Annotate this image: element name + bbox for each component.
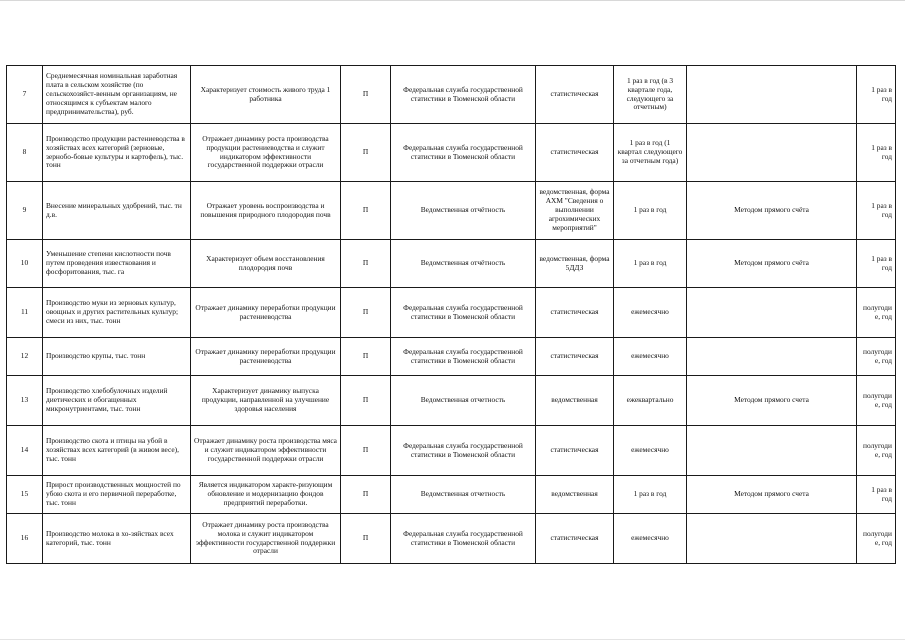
calculation-method — [687, 426, 857, 476]
indicator-code: П — [341, 426, 391, 476]
indicator-name: Внесение минеральных удобрений, тыс. тн д.в. — [43, 182, 191, 240]
indicator-name: Среднемесячная номинальная заработная плата в сельском хозяйстве (по сельскохозяйст-венным организациям, не относящимся к субъектам малого предпринимательства), руб. — [43, 66, 191, 124]
indicator-code: П — [341, 514, 391, 564]
data-type: статистическая — [536, 66, 614, 124]
reporting-period: полугодие, год — [857, 376, 896, 426]
indicator-name: Производство хлебобулочных изделий диетических и обогащенных микронутриентами, тыс. тонн — [43, 376, 191, 426]
reporting-period: полугодие, год — [857, 288, 896, 338]
reporting-period: 1 раз в год — [857, 182, 896, 240]
data-type: ведомственная — [536, 376, 614, 426]
data-source: Ведомственная отчётность — [391, 240, 536, 288]
reporting-period: 1 раз в год — [857, 66, 896, 124]
indicator-code: П — [341, 240, 391, 288]
data-frequency: ежеквартально — [614, 376, 687, 426]
indicator-description: Характеризует динамику выпуска продукции, направленной на улучшение здоровья населения — [191, 376, 341, 426]
data-frequency: 1 раз в год — [614, 476, 687, 514]
calculation-method: Методом прямого счета — [687, 476, 857, 514]
data-type: статистическая — [536, 124, 614, 182]
calculation-method: Методом прямого счёта — [687, 182, 857, 240]
reporting-period: полугодие, год — [857, 338, 896, 376]
indicator-name: Производство молока в хо-зяйствах всех категорий, тыс. тонн — [43, 514, 191, 564]
data-type: ведомственная, форма 5ДДЗ — [536, 240, 614, 288]
table-row — [7, 288, 896, 338]
indicator-description: Отражает динамику переработки продукции растениеводства — [191, 338, 341, 376]
indicator-name: Производство крупы, тыс. тонн — [43, 338, 191, 376]
data-type: статистическая — [536, 426, 614, 476]
data-source: Федеральная служба государственной статистики в Тюменской области — [391, 124, 536, 182]
table-body — [7, 66, 896, 564]
data-type: ведомственная — [536, 476, 614, 514]
reporting-period: полугодие, год — [857, 426, 896, 476]
indicator-description: Отражает динамику роста производства продукции растениеводства и служит индикатором эффективности государственной поддержки отрасли — [191, 124, 341, 182]
reporting-period: 1 раз в год — [857, 476, 896, 514]
row-number: 16 — [7, 514, 43, 564]
data-frequency: 1 раз в год — [614, 240, 687, 288]
indicator-description: Отражает динамику роста производства молока и служит индикатором эффективности государственной поддержки отрасли — [191, 514, 341, 564]
indicator-description: Характеризует стоимость живого труда 1 работника — [191, 66, 341, 124]
data-source: Ведомственная отчётность — [391, 182, 536, 240]
data-source: Ведомственная отчетность — [391, 476, 536, 514]
table-row — [7, 66, 896, 124]
indicator-code: П — [341, 124, 391, 182]
indicator-code: П — [341, 288, 391, 338]
indicator-name: Производство скота и птицы на убой в хозяйствах всех категорий (в живом весе), тыс. тонн — [43, 426, 191, 476]
indicator-name: Производство муки из зерновых культур, овощных и других растительных культур; смеси из них, тыс. тонн — [43, 288, 191, 338]
data-source: Ведомственная отчетность — [391, 376, 536, 426]
row-number: 9 — [7, 182, 43, 240]
data-frequency: ежемесячно — [614, 514, 687, 564]
indicator-description: Отражает уровень воспроизводства и повышения природного плодородия почв — [191, 182, 341, 240]
table-row — [7, 182, 896, 240]
data-source: Федеральная служба государственной статистики в Тюменской области — [391, 66, 536, 124]
calculation-method — [687, 66, 857, 124]
indicator-description: Является индикатором характе-ризующим обновление и модернизацию фондов предприятий переработки. — [191, 476, 341, 514]
indicator-code: П — [341, 182, 391, 240]
calculation-method — [687, 288, 857, 338]
data-type: статистическая — [536, 338, 614, 376]
table-row — [7, 426, 896, 476]
indicator-code: П — [341, 66, 391, 124]
indicator-name: Производство продукции растениеводства в хозяйствах всех категорий (зерновые, зернобо-бовые культуры и картофель), тыс. тонн — [43, 124, 191, 182]
indicator-code: П — [341, 476, 391, 514]
data-frequency: 1 раз в год — [614, 182, 687, 240]
calculation-method: Методом прямого счета — [687, 376, 857, 426]
data-frequency: 1 раз в год (в 3 квартале года, следующего за отчетным) — [614, 66, 687, 124]
table-row — [7, 124, 896, 182]
calculation-method — [687, 514, 857, 564]
data-source: Федеральная служба государственной статистики в Тюменской области — [391, 514, 536, 564]
calculation-method — [687, 124, 857, 182]
data-frequency: ежемесячно — [614, 338, 687, 376]
calculation-method: Методом прямого счёта — [687, 240, 857, 288]
data-source: Федеральная служба государственной статистики в Тюменской области — [391, 426, 536, 476]
indicator-code: П — [341, 338, 391, 376]
reporting-period: 1 раз в год — [857, 240, 896, 288]
reporting-period: 1 раз в год — [857, 124, 896, 182]
indicator-code: П — [341, 376, 391, 426]
row-number: 14 — [7, 426, 43, 476]
row-number: 15 — [7, 476, 43, 514]
indicator-description: Характеризует объем восстановления плодородия почв — [191, 240, 341, 288]
row-number: 11 — [7, 288, 43, 338]
table-row — [7, 240, 896, 288]
table-row — [7, 476, 896, 514]
row-number: 13 — [7, 376, 43, 426]
data-frequency: ежемесячно — [614, 288, 687, 338]
data-type: статистическая — [536, 514, 614, 564]
indicator-name: Прирост производственных мощностей по убою скота и его первичной переработке, тыс. тонн — [43, 476, 191, 514]
data-source: Федеральная служба государственной статистики в Тюменской области — [391, 338, 536, 376]
row-number: 7 — [7, 66, 43, 124]
data-source: Федеральная служба государственной статистики в Тюменской области — [391, 288, 536, 338]
data-type: ведомственная, форма АХМ "Сведения о выполнении агрохимических мероприятий" — [536, 182, 614, 240]
table-row — [7, 514, 896, 564]
table-row — [7, 338, 896, 376]
data-type: статистическая — [536, 288, 614, 338]
reporting-period: полугодие, год — [857, 514, 896, 564]
indicators-table — [6, 65, 896, 564]
indicator-description: Отражает динамику переработки продукции растениеводства — [191, 288, 341, 338]
table-row — [7, 376, 896, 426]
data-frequency: ежемесячно — [614, 426, 687, 476]
calculation-method — [687, 338, 857, 376]
row-number: 10 — [7, 240, 43, 288]
indicator-description: Отражает динамику роста производства мяса и служит индикатором эффективности государственной поддержки отрасли — [191, 426, 341, 476]
data-frequency: 1 раз в год (1 квартал следующего за отчетным года) — [614, 124, 687, 182]
indicator-name: Уменьшение степени кислотности почв путем проведения известкования и фосфоритования, тыс. га — [43, 240, 191, 288]
row-number: 12 — [7, 338, 43, 376]
row-number: 8 — [7, 124, 43, 182]
